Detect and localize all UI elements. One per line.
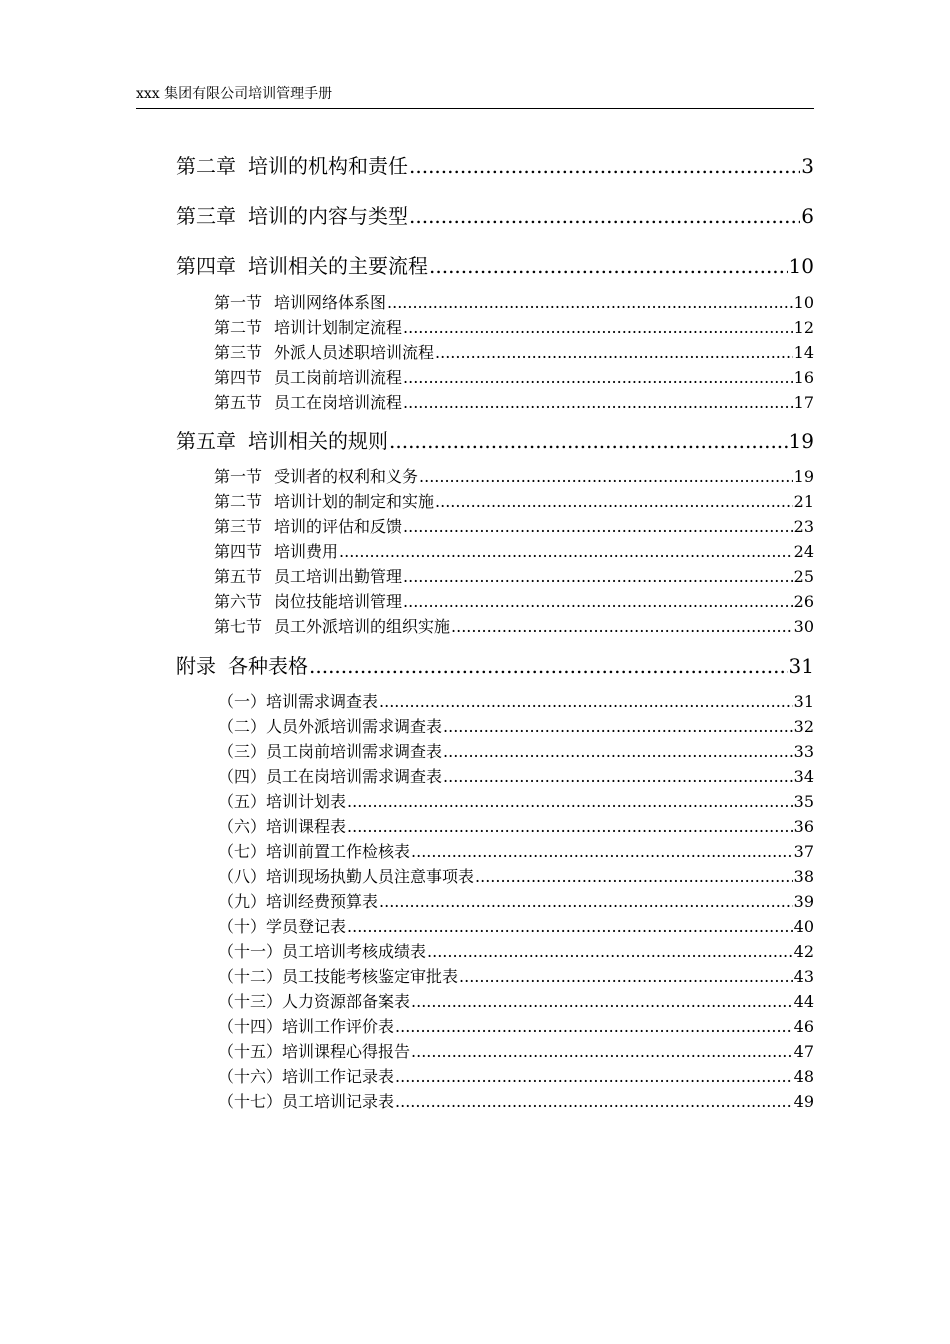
toc-entry[interactable] xyxy=(218,864,814,887)
toc-entry-label xyxy=(214,489,434,512)
toc-dot-leader xyxy=(403,517,793,536)
toc-entry[interactable] xyxy=(218,814,814,837)
toc-dot-leader xyxy=(339,542,793,561)
toc-entry[interactable] xyxy=(214,564,814,587)
toc-entry[interactable] xyxy=(218,839,814,862)
toc-entry-number: 第二节 xyxy=(214,492,263,511)
toc-entry-title: 培训的机构和责任 xyxy=(248,154,408,178)
toc-entry-label xyxy=(218,789,346,812)
toc-dot-leader xyxy=(309,654,788,678)
toc-entry-title: （十三）人力资源部备案表 xyxy=(218,992,411,1011)
toc-entry-number: 第三章 xyxy=(176,204,236,228)
toc-page-number: 46 xyxy=(793,1017,814,1036)
toc-dot-leader xyxy=(429,254,788,278)
toc-entry-label xyxy=(214,390,402,413)
toc-entry-title: 各种表格 xyxy=(228,654,308,678)
toc-page-number: 43 xyxy=(793,967,814,986)
toc-entry[interactable] xyxy=(218,889,814,912)
toc-entry-label xyxy=(214,315,402,338)
toc-page-number: 21 xyxy=(793,492,814,511)
toc-dot-leader xyxy=(459,967,793,986)
toc-page-number: 38 xyxy=(793,867,814,886)
toc-entry-label xyxy=(218,864,474,887)
toc-entry-number: 第五节 xyxy=(214,393,263,412)
toc-entry-title: （十四）培训工作评价表 xyxy=(218,1017,395,1036)
toc-entry-title: 培训相关的规则 xyxy=(248,429,388,453)
toc-page-number: 19 xyxy=(793,467,814,486)
toc-entry[interactable] xyxy=(218,1064,814,1087)
toc-entry-label xyxy=(218,989,410,1012)
toc-entry-title: （十五）培训课程心得报告 xyxy=(218,1042,411,1061)
toc-dot-leader xyxy=(347,792,793,811)
toc-entry-title: （十七）员工培训记录表 xyxy=(218,1092,395,1111)
toc-entry-title: （七）培训前置工作检核表 xyxy=(218,842,411,861)
toc-entry-title: （十六）培训工作记录表 xyxy=(218,1067,395,1086)
toc-entry-title: 培训费用 xyxy=(274,542,339,561)
toc-dot-leader xyxy=(409,154,800,178)
toc-dot-leader xyxy=(403,592,793,611)
toc-entry-title: （一）培训需求调查表 xyxy=(218,692,379,711)
toc-entry-number: 第四节 xyxy=(214,368,263,387)
toc-entry-title: 培训网络体系图 xyxy=(274,293,387,312)
toc-dot-leader xyxy=(427,942,793,961)
toc-entry-title: 培训相关的主要流程 xyxy=(248,254,428,278)
toc-page-number: 6 xyxy=(801,204,814,228)
toc-page-number: 31 xyxy=(793,692,814,711)
toc-dot-leader xyxy=(411,842,793,861)
toc-dot-leader xyxy=(379,892,793,911)
toc-entry-label xyxy=(218,889,378,912)
toc-entry[interactable] xyxy=(176,425,814,454)
toc-entry-label xyxy=(218,1039,410,1062)
toc-page-number: 30 xyxy=(793,617,814,636)
toc-entry[interactable] xyxy=(214,614,814,637)
toc-dot-leader xyxy=(435,343,793,362)
toc-entry-label xyxy=(218,714,442,737)
toc-dot-leader xyxy=(387,293,793,312)
toc-entry-label xyxy=(214,514,402,537)
toc-entry[interactable] xyxy=(176,200,814,229)
toc-entry-number: 第二章 xyxy=(176,154,236,178)
toc-page-number: 3 xyxy=(801,154,814,178)
toc-entry[interactable] xyxy=(218,739,814,762)
toc-page-number: 44 xyxy=(793,992,814,1011)
toc-page-number: 42 xyxy=(793,942,814,961)
toc-dot-leader xyxy=(379,692,793,711)
toc-dot-leader xyxy=(389,429,788,453)
toc-entry-label xyxy=(214,564,402,587)
toc-entry-title: 外派人员述职培训流程 xyxy=(274,343,435,362)
toc-entry-title: （四）员工在岗培训需求调查表 xyxy=(218,767,443,786)
toc-entry-label xyxy=(218,764,442,787)
toc-dot-leader xyxy=(443,717,793,736)
toc-entry[interactable] xyxy=(218,789,814,812)
toc-dot-leader xyxy=(411,992,793,1011)
toc-entry-title: （三）员工岗前培训需求调查表 xyxy=(218,742,443,761)
toc-entry-label xyxy=(218,839,410,862)
toc-entry-number: 第一节 xyxy=(214,293,263,312)
toc-dot-leader xyxy=(403,567,793,586)
toc-dot-leader xyxy=(419,467,793,486)
toc-page-number: 23 xyxy=(793,517,814,536)
toc-page-number: 14 xyxy=(793,343,814,362)
toc-page-number: 17 xyxy=(793,393,814,412)
toc-entry-label xyxy=(218,1089,394,1112)
toc-entry-title: 员工岗前培训流程 xyxy=(274,368,403,387)
toc-entry-label xyxy=(176,425,388,454)
toc-page-number: 34 xyxy=(793,767,814,786)
toc-page-number: 47 xyxy=(793,1042,814,1061)
toc-entry-title: 员工在岗培训流程 xyxy=(274,393,403,412)
toc-entry-label xyxy=(176,150,408,179)
toc-page-number: 49 xyxy=(793,1092,814,1111)
toc-entry[interactable] xyxy=(214,340,814,363)
toc-dot-leader xyxy=(443,742,793,761)
toc-entry-label xyxy=(214,539,338,562)
toc-dot-leader xyxy=(395,1017,793,1036)
toc-entry-number: 第五章 xyxy=(176,429,236,453)
toc-entry[interactable] xyxy=(214,489,814,512)
toc-dot-leader xyxy=(443,767,793,786)
toc-entry-number: 附录 xyxy=(176,654,216,678)
toc-entry-title: 培训的评估和反馈 xyxy=(274,517,403,536)
toc-entry[interactable] xyxy=(214,290,814,313)
toc-page-number: 32 xyxy=(793,717,814,736)
toc-entry-label xyxy=(214,589,402,612)
toc-page-number: 19 xyxy=(788,429,814,453)
toc-page-number: 26 xyxy=(793,592,814,611)
toc-page-number: 48 xyxy=(793,1067,814,1086)
toc-entry-label xyxy=(214,614,450,637)
toc-entry-label xyxy=(176,250,428,279)
toc-dot-leader xyxy=(403,368,793,387)
toc-entry[interactable] xyxy=(218,689,814,712)
toc-entry-label xyxy=(214,290,386,313)
toc-entry-label xyxy=(176,650,308,679)
toc-entry-number: 第三节 xyxy=(214,517,263,536)
toc-entry[interactable] xyxy=(218,964,814,987)
toc-dot-leader xyxy=(411,1042,793,1061)
toc-entry-number: 第三节 xyxy=(214,343,263,362)
toc-entry-number: 第四章 xyxy=(176,254,236,278)
toc-entry-title: 员工培训出勤管理 xyxy=(274,567,403,586)
toc-entry-title: 培训计划的制定和实施 xyxy=(274,492,435,511)
toc-page-number: 36 xyxy=(793,817,814,836)
toc-entry-title: 培训的内容与类型 xyxy=(248,204,408,228)
page-header xyxy=(136,84,814,109)
toc-entry[interactable] xyxy=(218,714,814,737)
toc-entry[interactable] xyxy=(218,1039,814,1062)
header-title: xxx 集团有限公司培训管理手册 xyxy=(136,86,333,102)
toc-entry-title: （十）学员登记表 xyxy=(218,917,347,936)
toc-page-number: 39 xyxy=(793,892,814,911)
toc-entry-number: 第四节 xyxy=(214,542,263,561)
toc-entry-title: 岗位技能培训管理 xyxy=(274,592,403,611)
toc-page-number: 33 xyxy=(793,742,814,761)
toc-page-number: 16 xyxy=(793,368,814,387)
toc-entry-title: （五）培训计划表 xyxy=(218,792,347,811)
toc-entry-title: （九）培训经费预算表 xyxy=(218,892,379,911)
toc-entry-number: 第一节 xyxy=(214,467,263,486)
toc-entry-label xyxy=(218,814,346,837)
toc-page-number: 37 xyxy=(793,842,814,861)
toc-page-number: 31 xyxy=(788,654,814,678)
toc-entry-label xyxy=(218,1064,394,1087)
toc-entry-title: （二）人员外派培训需求调查表 xyxy=(218,717,443,736)
toc-entry-number: 第六节 xyxy=(214,592,263,611)
toc-dot-leader xyxy=(409,204,800,228)
toc-entry[interactable] xyxy=(214,514,814,537)
toc-dot-leader xyxy=(403,318,793,337)
toc-page-number: 10 xyxy=(793,293,814,312)
toc-dot-leader xyxy=(435,492,793,511)
toc-entry-label xyxy=(218,1014,394,1037)
toc-entry-number: 第七节 xyxy=(214,617,263,636)
toc-entry-number: 第二节 xyxy=(214,318,263,337)
toc-entry[interactable] xyxy=(214,390,814,413)
toc-entry-title: （八）培训现场执勤人员注意事项表 xyxy=(218,867,475,886)
toc-entry[interactable] xyxy=(214,589,814,612)
toc-entry[interactable] xyxy=(218,939,814,962)
toc-entry-title: 员工外派培训的组织实施 xyxy=(274,617,451,636)
toc-page-number: 35 xyxy=(793,792,814,811)
toc-dot-leader xyxy=(347,817,793,836)
toc-entry-title: （十一）员工培训考核成绩表 xyxy=(218,942,427,961)
toc-entry[interactable] xyxy=(218,1014,814,1037)
toc-entry[interactable] xyxy=(214,464,814,487)
toc-entry-label xyxy=(218,939,426,962)
toc-entry[interactable] xyxy=(214,539,814,562)
toc-entry-number: 第五节 xyxy=(214,567,263,586)
toc-dot-leader xyxy=(451,617,793,636)
toc-entry[interactable] xyxy=(176,650,814,679)
toc-entry[interactable] xyxy=(176,250,814,279)
toc-page-number: 24 xyxy=(793,542,814,561)
toc-page-number: 25 xyxy=(793,567,814,586)
toc-entry[interactable] xyxy=(218,764,814,787)
toc-entry-title: 受训者的权利和义务 xyxy=(274,467,419,486)
toc-entry-label xyxy=(214,365,402,388)
toc-entry[interactable] xyxy=(218,989,814,1012)
toc-entry-label xyxy=(218,689,378,712)
toc-entry-label xyxy=(218,914,346,937)
toc-page-number: 40 xyxy=(793,917,814,936)
toc-entry-label xyxy=(176,200,408,229)
toc-entry[interactable] xyxy=(218,1089,814,1112)
toc-dot-leader xyxy=(403,393,793,412)
toc-entry-label xyxy=(218,964,458,987)
toc-page-number: 10 xyxy=(788,254,814,278)
toc-entry-label xyxy=(214,340,434,363)
toc-dot-leader xyxy=(347,917,793,936)
toc-entry-label xyxy=(218,739,442,762)
toc-entry[interactable] xyxy=(176,150,814,179)
toc-page-number: 12 xyxy=(793,318,814,337)
toc-entry-title: （十二）员工技能考核鉴定审批表 xyxy=(218,967,459,986)
toc-dot-leader xyxy=(395,1092,793,1111)
toc-entry-title: （六）培训课程表 xyxy=(218,817,347,836)
toc-entry[interactable] xyxy=(214,365,814,388)
toc-entry-label xyxy=(214,464,418,487)
toc-entry[interactable] xyxy=(214,315,814,338)
toc-entry-title: 培训计划制定流程 xyxy=(274,318,403,337)
toc-dot-leader xyxy=(475,867,793,886)
toc-dot-leader xyxy=(395,1067,793,1086)
toc-entry[interactable] xyxy=(218,914,814,937)
